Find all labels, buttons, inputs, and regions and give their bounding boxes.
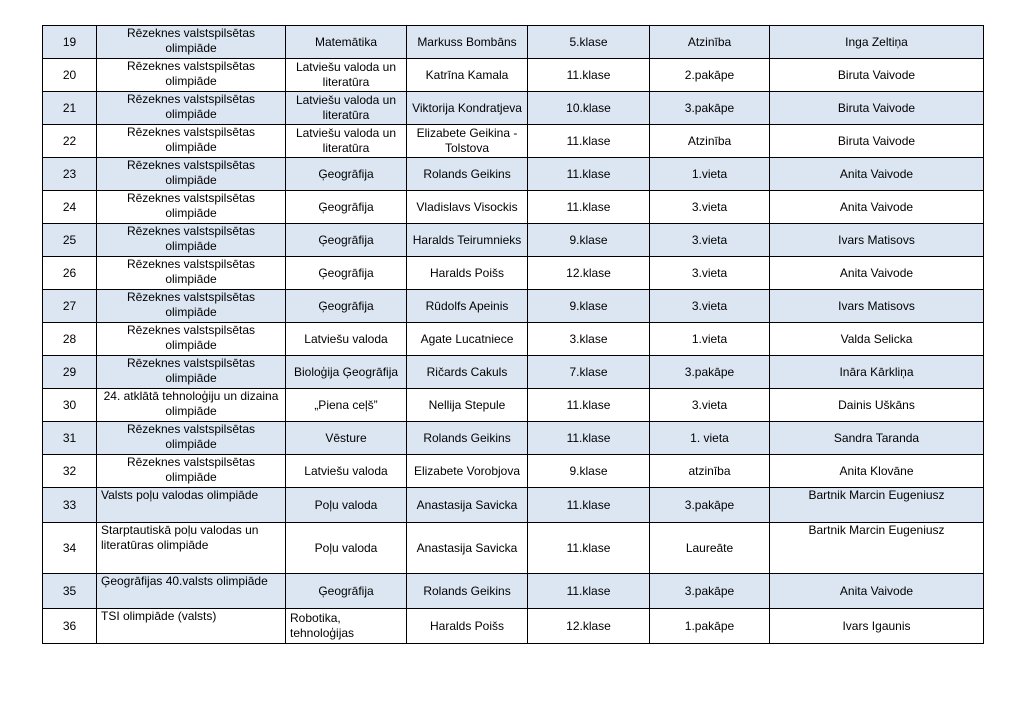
place-cell: 1.pakāpe (650, 609, 770, 644)
teacher-cell: Ivars Matisovs (770, 224, 984, 257)
subject-cell: Latviešu valoda un literatūra (286, 92, 407, 125)
teacher-cell: Anita Vaivode (770, 574, 984, 609)
teacher-cell: Anita Vaivode (770, 257, 984, 290)
place-cell: 3.pakāpe (650, 356, 770, 389)
teacher-cell: Anita Klovāne (770, 455, 984, 488)
table-row (43, 125, 984, 158)
subject-cell: Ģeogrāfija (286, 158, 407, 191)
grade-cell: 11.klase (528, 523, 650, 574)
student-cell: Agate Lucatniece (407, 323, 528, 356)
table-row (43, 488, 984, 523)
student-cell: Markuss Bombāns (407, 26, 528, 59)
grade-cell: 12.klase (528, 609, 650, 644)
subject-cell: Poļu valoda (286, 523, 407, 574)
results-table (42, 25, 984, 644)
student-cell: Elizabete Vorobjova (407, 455, 528, 488)
subject-cell: Vēsture (286, 422, 407, 455)
teacher-cell: Sandra Taranda (770, 422, 984, 455)
student-cell: Katrīna Kamala (407, 59, 528, 92)
teacher-cell: Inga Zeltiņa (770, 26, 984, 59)
student-cell: Rolands Geikins (407, 158, 528, 191)
grade-cell: 11.klase (528, 125, 650, 158)
table-row (43, 59, 984, 92)
table-body (43, 26, 984, 644)
place-cell: 3.vieta (650, 224, 770, 257)
place-cell: Atzinība (650, 125, 770, 158)
row-number: 31 (43, 422, 97, 455)
place-cell: atzinība (650, 455, 770, 488)
student-cell: Rūdolfs Apeinis (407, 290, 528, 323)
table-row (43, 257, 984, 290)
place-cell: Laureāte (650, 523, 770, 574)
row-number: 36 (43, 609, 97, 644)
teacher-cell: Anita Vaivode (770, 158, 984, 191)
subject-cell: Latviešu valoda (286, 455, 407, 488)
student-cell: Rolands Geikins (407, 422, 528, 455)
grade-cell: 5.klase (528, 26, 650, 59)
competition-cell: Rēzeknes valstspilsētas olimpiāde (97, 290, 286, 323)
competition-cell: Rēzeknes valstspilsētas olimpiāde (97, 59, 286, 92)
subject-cell: Ģeogrāfija (286, 290, 407, 323)
teacher-cell: Biruta Vaivode (770, 59, 984, 92)
grade-cell: 11.klase (528, 389, 650, 422)
place-cell: 3.vieta (650, 290, 770, 323)
table-row (43, 92, 984, 125)
teacher-cell: Ināra Kārkliņa (770, 356, 984, 389)
row-number: 23 (43, 158, 97, 191)
competition-cell: Rēzeknes valstspilsētas olimpiāde (97, 356, 286, 389)
place-cell: 1. vieta (650, 422, 770, 455)
table-row (43, 422, 984, 455)
grade-cell: 9.klase (528, 290, 650, 323)
grade-cell: 11.klase (528, 422, 650, 455)
table-row (43, 356, 984, 389)
row-number: 29 (43, 356, 97, 389)
grade-cell: 12.klase (528, 257, 650, 290)
grade-cell: 11.klase (528, 488, 650, 523)
competition-cell: Rēzeknes valstspilsētas olimpiāde (97, 455, 286, 488)
student-cell: Haralds Poišs (407, 257, 528, 290)
table-row (43, 523, 984, 574)
table-row (43, 455, 984, 488)
student-cell: Ričards Cakuls (407, 356, 528, 389)
student-cell: Anastasija Savicka (407, 523, 528, 574)
grade-cell: 7.klase (528, 356, 650, 389)
subject-cell: Latviešu valoda (286, 323, 407, 356)
grade-cell: 10.klase (528, 92, 650, 125)
table-row (43, 574, 984, 609)
table-row (43, 26, 984, 59)
student-cell: Vladislavs Visockis (407, 191, 528, 224)
student-cell: Haralds Poišs (407, 609, 528, 644)
row-number: 22 (43, 125, 97, 158)
teacher-cell: Biruta Vaivode (770, 125, 984, 158)
place-cell: 2.pakāpe (650, 59, 770, 92)
row-number: 20 (43, 59, 97, 92)
competition-cell: Ģeogrāfijas 40.valsts olimpiāde (97, 574, 286, 609)
teacher-cell: Ivars Matisovs (770, 290, 984, 323)
subject-cell: Ģeogrāfija (286, 574, 407, 609)
subject-cell: Poļu valoda (286, 488, 407, 523)
grade-cell: 9.klase (528, 455, 650, 488)
grade-cell: 11.klase (528, 574, 650, 609)
place-cell: 3.vieta (650, 389, 770, 422)
table-row (43, 224, 984, 257)
teacher-cell: Bartnik Marcin Eugeniusz (770, 488, 984, 523)
grade-cell: 9.klase (528, 224, 650, 257)
grade-cell: 11.klase (528, 59, 650, 92)
grade-cell: 11.klase (528, 191, 650, 224)
competition-cell: Rēzeknes valstspilsētas olimpiāde (97, 257, 286, 290)
competition-cell: Rēzeknes valstspilsētas olimpiāde (97, 26, 286, 59)
competition-cell: Starptautiskā poļu valodas un literatūras olimpiāde (97, 523, 286, 574)
subject-cell: Matemātika (286, 26, 407, 59)
subject-cell: Latviešu valoda un literatūra (286, 125, 407, 158)
competition-cell: Rēzeknes valstspilsētas olimpiāde (97, 191, 286, 224)
competition-cell: Rēzeknes valstspilsētas olimpiāde (97, 224, 286, 257)
row-number: 19 (43, 26, 97, 59)
competition-cell: Rēzeknes valstspilsētas olimpiāde (97, 125, 286, 158)
subject-cell: Ģeogrāfija (286, 224, 407, 257)
place-cell: 3.vieta (650, 257, 770, 290)
subject-cell: Latviešu valoda un literatūra (286, 59, 407, 92)
grade-cell: 11.klase (528, 158, 650, 191)
student-cell: Haralds Teirumnieks (407, 224, 528, 257)
teacher-cell: Bartnik Marcin Eugeniusz (770, 523, 984, 574)
row-number: 25 (43, 224, 97, 257)
student-cell: Viktorija Kondratjeva (407, 92, 528, 125)
row-number: 35 (43, 574, 97, 609)
table-row (43, 389, 984, 422)
table-row (43, 158, 984, 191)
competition-cell: Rēzeknes valstspilsētas olimpiāde (97, 422, 286, 455)
row-number: 27 (43, 290, 97, 323)
competition-cell: Rēzeknes valstspilsētas olimpiāde (97, 323, 286, 356)
row-number: 30 (43, 389, 97, 422)
subject-cell: Ģeogrāfija (286, 257, 407, 290)
teacher-cell: Valda Selicka (770, 323, 984, 356)
place-cell: 1.vieta (650, 158, 770, 191)
table-row (43, 290, 984, 323)
place-cell: 3.pakāpe (650, 574, 770, 609)
row-number: 33 (43, 488, 97, 523)
place-cell: 3.pakāpe (650, 92, 770, 125)
place-cell: Atzinība (650, 26, 770, 59)
competition-cell: Rēzeknes valstspilsētas olimpiāde (97, 92, 286, 125)
teacher-cell: Anita Vaivode (770, 191, 984, 224)
teacher-cell: Dainis Uškāns (770, 389, 984, 422)
table-row (43, 323, 984, 356)
subject-cell: Ģeogrāfija (286, 191, 407, 224)
row-number: 28 (43, 323, 97, 356)
row-number: 32 (43, 455, 97, 488)
subject-cell: „Piena ceļš” (286, 389, 407, 422)
row-number: 21 (43, 92, 97, 125)
student-cell: Nellija Stepule (407, 389, 528, 422)
student-cell: Rolands Geikins (407, 574, 528, 609)
table-row (43, 609, 984, 644)
place-cell: 1.vieta (650, 323, 770, 356)
place-cell: 3.vieta (650, 191, 770, 224)
subject-cell: Robotika, tehnoloģijas (286, 609, 407, 644)
teacher-cell: Ivars Igaunis (770, 609, 984, 644)
student-cell: Elizabete Geikina - Tolstova (407, 125, 528, 158)
teacher-cell: Biruta Vaivode (770, 92, 984, 125)
subject-cell: Bioloģija Ģeogrāfija (286, 356, 407, 389)
student-cell: Anastasija Savicka (407, 488, 528, 523)
competition-cell: TSI olimpiāde (valsts) (97, 609, 286, 644)
competition-cell: Rēzeknes valstspilsētas olimpiāde (97, 158, 286, 191)
row-number: 34 (43, 523, 97, 574)
grade-cell: 3.klase (528, 323, 650, 356)
table-row (43, 191, 984, 224)
competition-cell: Valsts poļu valodas olimpiāde (97, 488, 286, 523)
row-number: 26 (43, 257, 97, 290)
place-cell: 3.pakāpe (650, 488, 770, 523)
competition-cell: 24. atklātā tehnoloģiju un dizaina olimpiāde (97, 389, 286, 422)
row-number: 24 (43, 191, 97, 224)
